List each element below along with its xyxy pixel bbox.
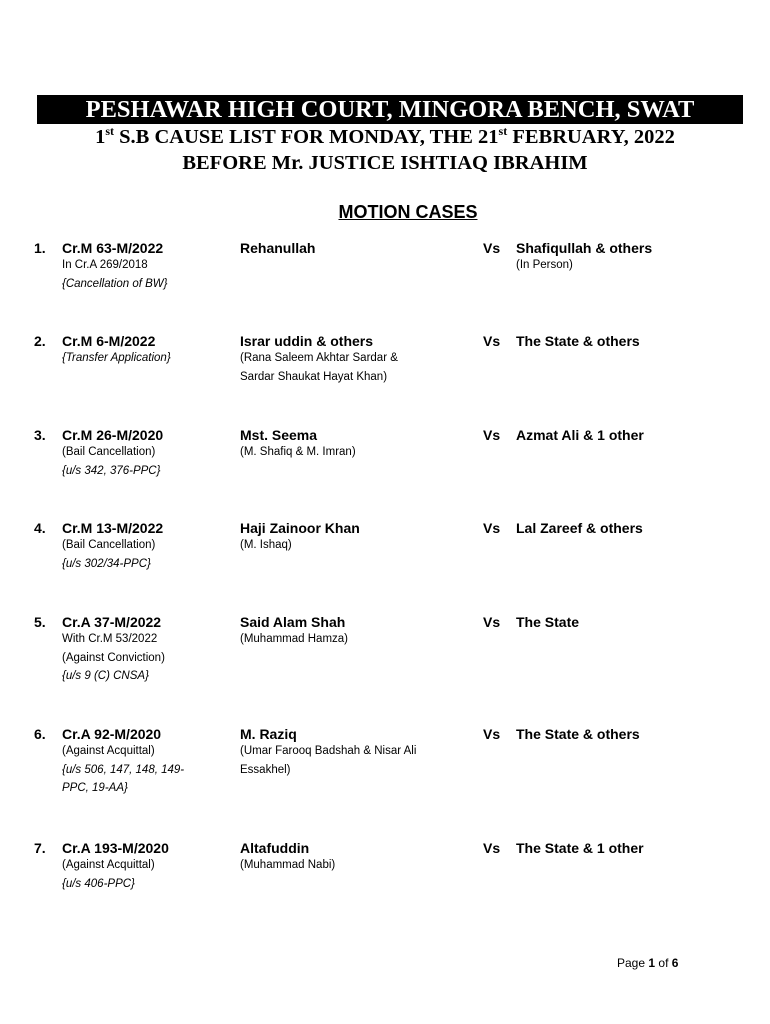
versus-label: Vs (483, 614, 501, 630)
case-no: Cr.M 6-M/2022 (62, 333, 156, 349)
case-note: {u/s 506, 147, 148, 149- (62, 763, 185, 776)
heading-sup-1: st (105, 124, 115, 139)
versus-label: Vs (483, 726, 501, 742)
case-note: {u/s 342, 376-PPC} (62, 464, 161, 477)
versus-label: Vs (483, 240, 501, 256)
case-note: PPC, 19-AA} (62, 782, 128, 794)
versus-label: Vs (483, 333, 501, 349)
case-note: (Against Acquittal) (62, 745, 155, 757)
respondent: Shafiqullah & others (516, 240, 653, 256)
case-note: With Cr.M 53/2022 (62, 633, 158, 645)
footer-of-word: of (658, 956, 669, 970)
case-number: 7. (34, 840, 46, 856)
heading-part-c: FEBRUARY, 2022 (507, 126, 675, 148)
petitioner: Haji Zainoor Khan (240, 520, 360, 536)
petitioner-counsel: (Rana Saleem Akhtar Sardar & (240, 352, 398, 364)
case-no: Cr.M 26-M/2020 (62, 427, 164, 443)
versus-label: Vs (483, 427, 501, 443)
petitioner-counsel: Sardar Shaukat Hayat Khan) (240, 370, 388, 383)
bench-heading: BEFORE Mr. JUSTICE ISHTIAQ IBRAHIM (182, 152, 588, 174)
case-number: 1. (34, 240, 46, 256)
heading-part-a: 1 (95, 126, 106, 148)
petitioner-counsel: (M. Ishaq) (240, 539, 292, 551)
case-no: Cr.A 92-M/2020 (62, 726, 162, 742)
petitioner-counsel: (M. Shafiq & M. Imran) (240, 446, 356, 458)
respondent: The State & others (516, 333, 640, 349)
case-note: (Bail Cancellation) (62, 539, 156, 551)
cause-list-heading (0, 126, 770, 149)
section-title: MOTION CASES (338, 202, 478, 222)
case-no: Cr.A 193-M/2020 (62, 840, 169, 856)
respondent-note: (In Person) (516, 259, 573, 271)
respondent: The State (516, 614, 580, 630)
case-note: (Against Conviction) (62, 651, 165, 664)
petitioner-counsel: (Umar Farooq Badshah & Nisar Ali (240, 745, 417, 757)
respondent: The State & 1 other (516, 840, 644, 856)
versus-label: Vs (483, 520, 501, 536)
case-number: 3. (34, 427, 46, 443)
case-note: (Bail Cancellation) (62, 446, 156, 458)
case-note: {Cancellation of BW} (62, 277, 168, 290)
case-number: 5. (34, 614, 46, 630)
case-no: Cr.M 63-M/2022 (62, 240, 164, 256)
page-footer (617, 956, 678, 970)
respondent: The State & others (516, 726, 640, 742)
case-no: Cr.A 37-M/2022 (62, 614, 162, 630)
petitioner: Altafuddin (240, 840, 310, 856)
case-note: {u/s 302/34-PPC} (62, 557, 151, 570)
case-note: {u/s 9 (C) CNSA} (62, 670, 149, 682)
petitioner-counsel: (Muhammad Nabi) (240, 859, 336, 871)
petitioner: Rehanullah (240, 240, 316, 256)
case-number: 6. (34, 726, 46, 742)
footer-current-page: 1 (648, 956, 656, 970)
case-number: 4. (34, 520, 46, 536)
case-no: Cr.M 13-M/2022 (62, 520, 164, 536)
petitioner: Said Alam Shah (240, 614, 346, 630)
petitioner: Mst. Seema (240, 427, 318, 443)
heading-sup-2: st (498, 124, 508, 139)
footer-total-pages: 6 (671, 956, 679, 970)
case-note: {u/s 406-PPC} (62, 877, 135, 890)
petitioner: Israr uddin & others (240, 333, 374, 349)
versus-label: Vs (483, 840, 501, 856)
respondent: Azmat Ali & 1 other (516, 427, 644, 443)
petitioner: M. Raziq (240, 726, 297, 742)
court-title: PESHAWAR HIGH COURT, MINGORA BENCH, SWAT (85, 96, 695, 123)
case-note: {Transfer Application} (62, 352, 171, 364)
respondent: Lal Zareef & others (516, 520, 643, 536)
petitioner-counsel: Essakhel) (240, 763, 291, 776)
footer-page-word: Page (617, 956, 646, 970)
case-note: (Against Acquittal) (62, 859, 155, 871)
case-note: In Cr.A 269/2018 (62, 259, 148, 271)
case-number: 2. (34, 333, 46, 349)
petitioner-counsel: (Muhammad Hamza) (240, 633, 348, 645)
heading-part-b: S.B CAUSE LIST FOR MONDAY, THE 21 (114, 126, 499, 148)
